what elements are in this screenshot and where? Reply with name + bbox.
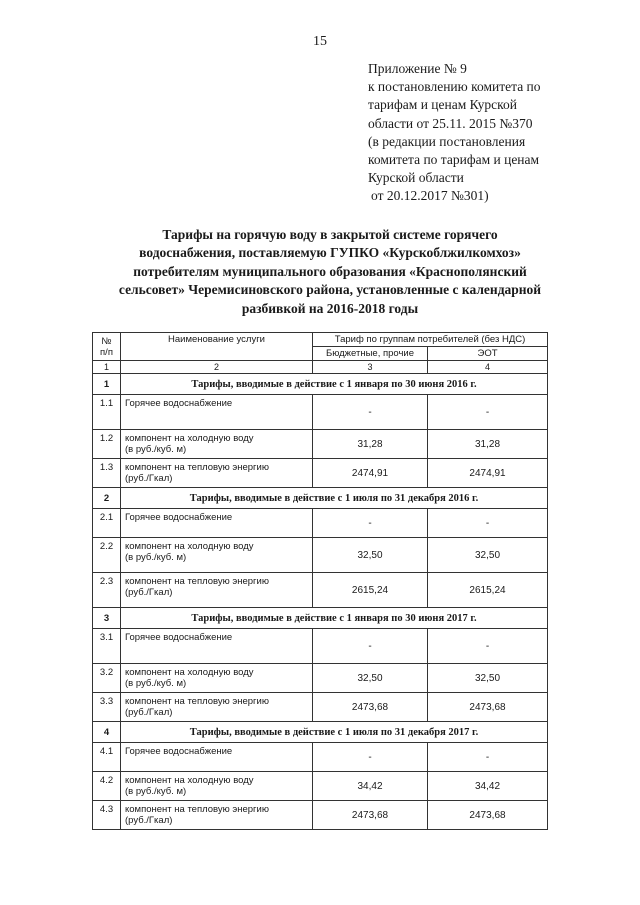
tariff-budget-value: 32,50 — [313, 664, 428, 693]
section-number: 1 — [93, 374, 121, 395]
tariff-table — [92, 332, 548, 830]
service-name: компонент на холодную воду (в руб./куб. м) — [121, 772, 313, 801]
table-row — [93, 395, 548, 430]
row-number: 4.3 — [93, 801, 121, 830]
service-name: компонент на холодную воду (в руб./куб. м) — [121, 430, 313, 459]
tariff-budget-value: 31,28 — [313, 430, 428, 459]
tariff-budget-value: 2473,68 — [313, 801, 428, 830]
row-number: 1.1 — [93, 395, 121, 430]
tariff-budget-value: 2474,91 — [313, 459, 428, 488]
section-row — [93, 608, 548, 629]
tariff-budget-value: - — [313, 395, 428, 430]
section-number: 3 — [93, 608, 121, 629]
tariff-eot-value: 32,50 — [428, 538, 548, 573]
tariff-budget-value: - — [313, 629, 428, 664]
section-number: 2 — [93, 488, 121, 509]
title-line: разбивкой на 2016-2018 годы — [241, 300, 419, 316]
row-number: 1.2 — [93, 430, 121, 459]
service-name: компонент на тепловую энергию (руб./Гкал) — [121, 693, 313, 722]
tariff-table-body — [93, 333, 548, 830]
column-index: 4 — [428, 361, 548, 374]
document-title — [100, 226, 560, 318]
table-row — [93, 664, 548, 693]
section-title: Тарифы, вводимые в действие с 1 января по 30 июня 2017 г. — [121, 608, 548, 629]
service-name: Горячее водоснабжение — [121, 743, 313, 772]
section-title: Тарифы, вводимые в действие с 1 января по 30 июня 2016 г. — [121, 374, 548, 395]
header-col-eot: ЭОТ — [428, 347, 548, 361]
service-name: компонент на тепловую энергию (руб./Гкал) — [121, 459, 313, 488]
row-number: 4.1 — [93, 743, 121, 772]
service-name: Горячее водоснабжение — [121, 395, 313, 430]
title-line: сельсовет» Черемисиновского района, установленные с календарной — [118, 282, 542, 298]
appendix-line: к постановлению комитета по — [368, 79, 541, 95]
tariff-budget-value: - — [313, 743, 428, 772]
table-row — [93, 509, 548, 538]
table-row — [93, 801, 548, 830]
row-number: 2.2 — [93, 538, 121, 573]
row-number: 3.1 — [93, 629, 121, 664]
title-line: потребителям муниципального образования «Краснополянский — [133, 263, 527, 279]
page-number: 15 — [313, 34, 327, 49]
appendix-line: области от 25.11. 2015 №370 — [368, 115, 533, 131]
appendix-line: от 20.12.2017 №301) — [371, 188, 489, 204]
section-title: Тарифы, вводимые в действие с 1 июля по 31 декабря 2017 г. — [121, 722, 548, 743]
section-number: 4 — [93, 722, 121, 743]
service-name: компонент на тепловую энергию (руб./Гкал) — [121, 573, 313, 608]
service-name: Горячее водоснабжение — [121, 629, 313, 664]
tariff-eot-value: 2615,24 — [428, 573, 548, 608]
row-number: 2.1 — [93, 509, 121, 538]
tariff-eot-value: 2473,68 — [428, 801, 548, 830]
tariff-eot-value: - — [428, 509, 548, 538]
header-col-budget: Бюджетные, прочие — [313, 347, 428, 361]
section-row — [93, 722, 548, 743]
tariff-budget-value: 32,50 — [313, 538, 428, 573]
appendix-line: (в редакции постановления — [368, 133, 526, 149]
service-name: компонент на тепловую энергию (руб./Гкал) — [121, 801, 313, 830]
service-name: компонент на холодную воду (в руб./куб. м) — [121, 538, 313, 573]
title-line: водоснабжения, поставляемую ГУПКО «Курскоблжилкомхоз» — [139, 245, 521, 261]
section-title: Тарифы, вводимые в действие с 1 июля по 31 декабря 2016 г. — [121, 488, 548, 509]
header-row — [93, 333, 548, 347]
tariff-eot-value: - — [428, 395, 548, 430]
tariff-eot-value: 2473,68 — [428, 693, 548, 722]
row-number: 2.3 — [93, 573, 121, 608]
appendix-line: тарифам и ценам Курской — [368, 97, 517, 113]
section-row — [93, 374, 548, 395]
header-service: Наименование услуги — [121, 333, 313, 361]
table-row — [93, 573, 548, 608]
table-row — [93, 459, 548, 488]
appendix-line: комитета по тарифам и ценам — [368, 152, 540, 168]
section-row — [93, 488, 548, 509]
appendix-line: Курской области — [368, 170, 464, 186]
title-line: Тарифы на горячую воду в закрытой системе горячего — [162, 227, 498, 242]
table-row — [93, 629, 548, 664]
tariff-eot-value: - — [428, 743, 548, 772]
tariff-budget-value: 2615,24 — [313, 573, 428, 608]
table-row — [93, 430, 548, 459]
column-index-row — [93, 361, 548, 374]
column-index: 3 — [313, 361, 428, 374]
service-name: компонент на холодную воду (в руб./куб. м) — [121, 664, 313, 693]
appendix-line: Приложение № 9 — [368, 61, 467, 76]
tariff-eot-value: - — [428, 629, 548, 664]
header-num: № п/п — [93, 333, 121, 361]
appendix-note — [368, 60, 608, 206]
tariff-budget-value: 34,42 — [313, 772, 428, 801]
column-index: 1 — [93, 361, 121, 374]
column-index: 2 — [121, 361, 313, 374]
row-number: 4.2 — [93, 772, 121, 801]
service-name: Горячее водоснабжение — [121, 509, 313, 538]
tariff-eot-value: 2474,91 — [428, 459, 548, 488]
table-row — [93, 693, 548, 722]
table-row — [93, 538, 548, 573]
header-group: Тариф по группам потребителей (без НДС) — [313, 333, 548, 347]
table-row — [93, 743, 548, 772]
tariff-budget-value: 2473,68 — [313, 693, 428, 722]
row-number: 3.3 — [93, 693, 121, 722]
row-number: 1.3 — [93, 459, 121, 488]
tariff-budget-value: - — [313, 509, 428, 538]
tariff-eot-value: 32,50 — [428, 664, 548, 693]
tariff-eot-value: 34,42 — [428, 772, 548, 801]
row-number: 3.2 — [93, 664, 121, 693]
table-row — [93, 772, 548, 801]
tariff-eot-value: 31,28 — [428, 430, 548, 459]
